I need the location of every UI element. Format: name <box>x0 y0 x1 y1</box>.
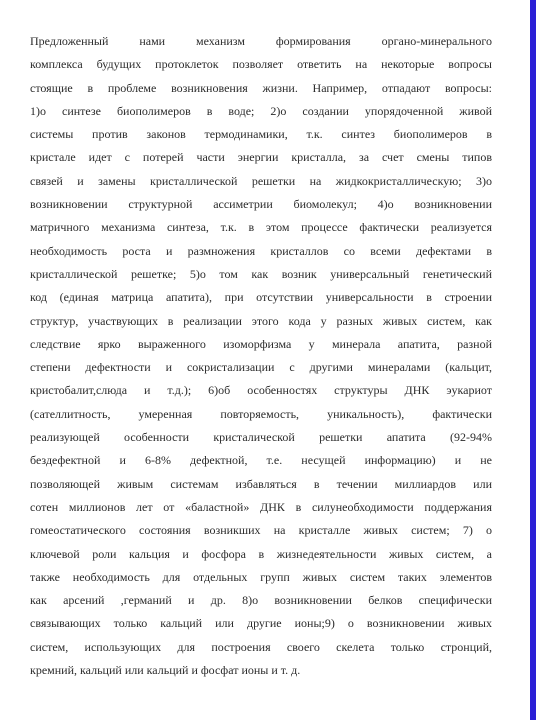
text-line: необходимость роста и размножения кристаллов со всеми дефектами в <box>30 243 492 258</box>
text-line: код (единая матрица апатита), при отсутствии универсальности в строении <box>30 290 492 305</box>
text-line: ключевой роли кальция и фосфора в жизнедеятельности живых систем, а <box>30 546 492 561</box>
text-line: структур, участвующих в реализации этого кода у разных живых систем, как <box>30 313 492 328</box>
text-line: реализующей особенности кристалической решетки апатита (92-94% <box>30 430 492 445</box>
text-line: кристобалит,слюда и т.д.); 6)об особенностях структуры ДНК эукариот <box>30 383 492 398</box>
text-line: стоящие в проблеме возникновения жизни. Например, отпадают вопросы: <box>30 80 492 95</box>
edge-stripe <box>530 0 536 720</box>
text-line: систем, использующих для построения своего скелета только стронций, <box>30 639 492 654</box>
text-line: связей и замены кристаллической решетки на жидкокристаллическую; 3)о <box>30 173 492 188</box>
text-line: также необходимость для отдельных групп живых систем таких элементов <box>30 569 492 584</box>
text-line: (сателлитность, умеренная повторяемость, уникальность), фактически <box>30 406 492 421</box>
text-line: следствие ярко выраженного изоморфизма у минерала апатита, разной <box>30 336 492 351</box>
text-line: как арсений ,германий и др. 8)о возникновении белков специфически <box>30 593 492 608</box>
text-line: Предложенный нами механизм формирования органо-минерального <box>30 34 492 48</box>
text-line: матричного механизма синтеза, т.к. в этом процессе фактически реализуется <box>30 220 492 235</box>
right-edge-bar <box>520 0 540 720</box>
text-line: сотен миллионов лет от «баластной» ДНК в силунеобходимости поддержания <box>30 499 492 514</box>
text-line: бездефектной и 6-8% дефектной, т.е. несущей информацию) и не <box>30 453 492 468</box>
text-line: степени дефектности и сокристализации с другими минералами (кальцит, <box>30 360 492 375</box>
text-line: позволяющей живым системам избавляться в течении миллиардов или <box>30 476 492 491</box>
body-text <box>30 30 492 682</box>
text-line: кристаллической решетке; 5)о том как возник универсальный генетический <box>30 266 492 281</box>
text-line: возникновении структурной ассиметрии биомолекул; 4)о возникновении <box>30 197 492 212</box>
text-line: кристале идет с потерей части энергии кристалла, за счет смены типов <box>30 150 492 165</box>
text-line: системы против законов термодинамики, т.к. синтез биополимеров в <box>30 127 492 142</box>
text-line: 1)о синтезе биополимеров в воде; 2)о создании упорядоченной живой <box>30 103 492 118</box>
text-line: гомеостатического состояния возникших на кристалле живых систем; 7) о <box>30 523 492 538</box>
text-line: комплекса будущих протоклеток позволяет ответить на некоторые вопросы <box>30 57 492 72</box>
text-line: кремний, кальций или кальций и фосфат ионы и т. д. <box>30 663 301 678</box>
text-line: связывающих только кальций или другие ионы;9) о возникновении живых <box>30 616 492 631</box>
